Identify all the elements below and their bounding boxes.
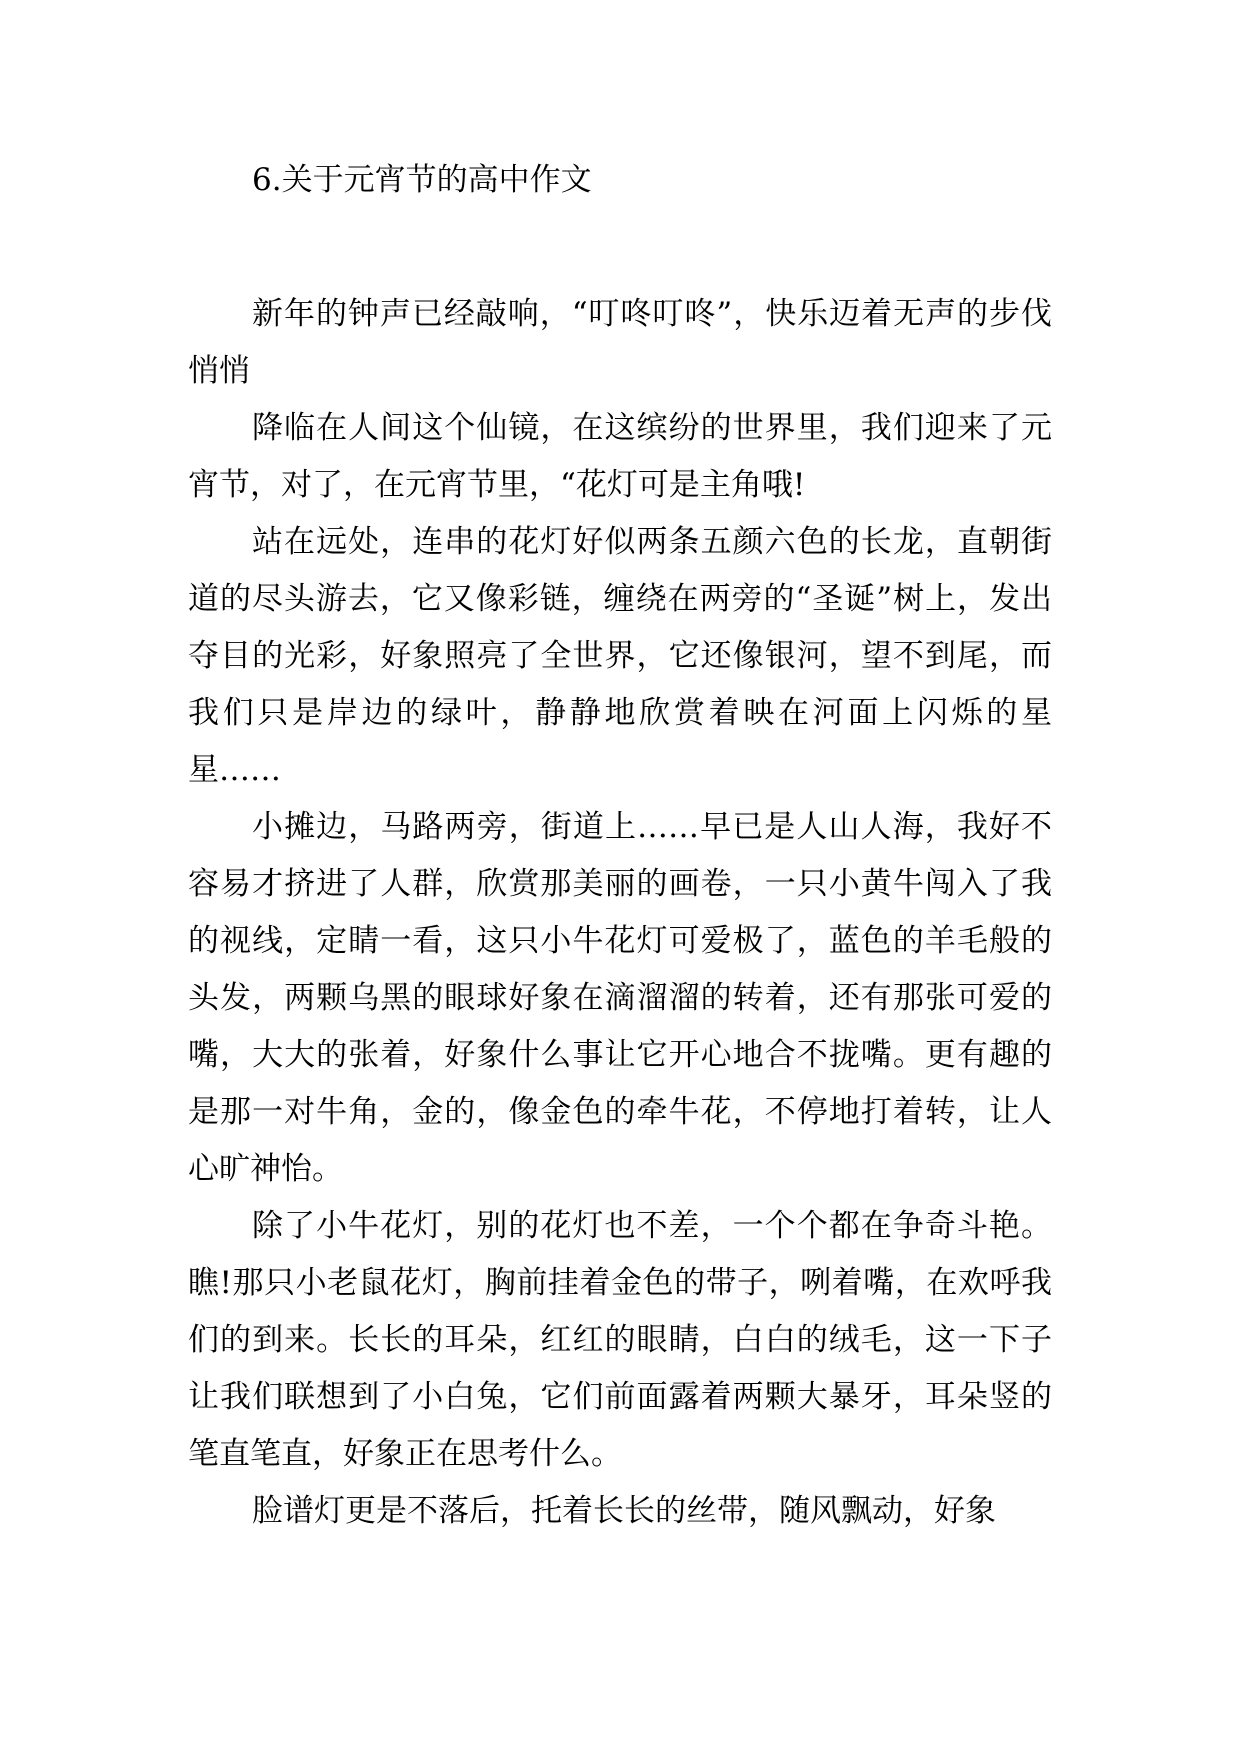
paragraph-6: 脸谱灯更是不落后，托着长长的丝带，随风飘动，好象 <box>252 1493 996 1529</box>
paragraph-4: 小摊边，马路两旁，街道上……早已是人山人海，我好不容易才挤进了人群，欣赏那美丽的画卷，一只小黄牛闯入了我的视线，定睛一看，这只小牛花灯可爱极了，蓝色的羊毛般的头发，两颗乌黑的眼球好象在滴溜溜的转着，还有那张可爱的嘴，大大的张着，好象什么事让它开心地合不拢嘴。更有趣的是那一对牛角，金的，像金色的牵牛花，不停地打着转，让人心旷神怡。 <box>188 809 1052 1187</box>
paragraph-1: 新年的钟声已经敲响，“叮咚叮咚”，快乐迈着无声的步伐悄悄 <box>188 296 1052 389</box>
paragraph-3: 站在远处，连串的花灯好似两条五颜六色的长龙，直朝街道的尽头游去，它又像彩链，缠绕在两旁的“圣诞”树上，发出夺目的光彩，好象照亮了全世界，它还像银河，望不到尾，而我们只是岸边的绿叶，静静地欣赏着映在河面上闪烁的星星…… <box>188 524 1052 788</box>
document-page <box>188 160 1052 1540</box>
paragraph-2: 降临在人间这个仙镜，在这缤纷的世界里，我们迎来了元宵节，对了，在元宵节里，“花灯可是主角哦! <box>188 410 1052 503</box>
paragraph-5: 除了小牛花灯，别的花灯也不差，一个个都在争奇斗艳。瞧!那只小老鼠花灯，胸前挂着金色的带子，咧着嘴，在欢呼我们的到来。长长的耳朵，红红的眼睛，白白的绒毛，这一下子让我们联想到了小白兔，它们前面露着两颗大暴牙，耳朵竖的笔直笔直，好象正在思考什么。 <box>188 1208 1052 1472</box>
document-title: 6.关于元宵节的高中作文 <box>252 162 592 198</box>
